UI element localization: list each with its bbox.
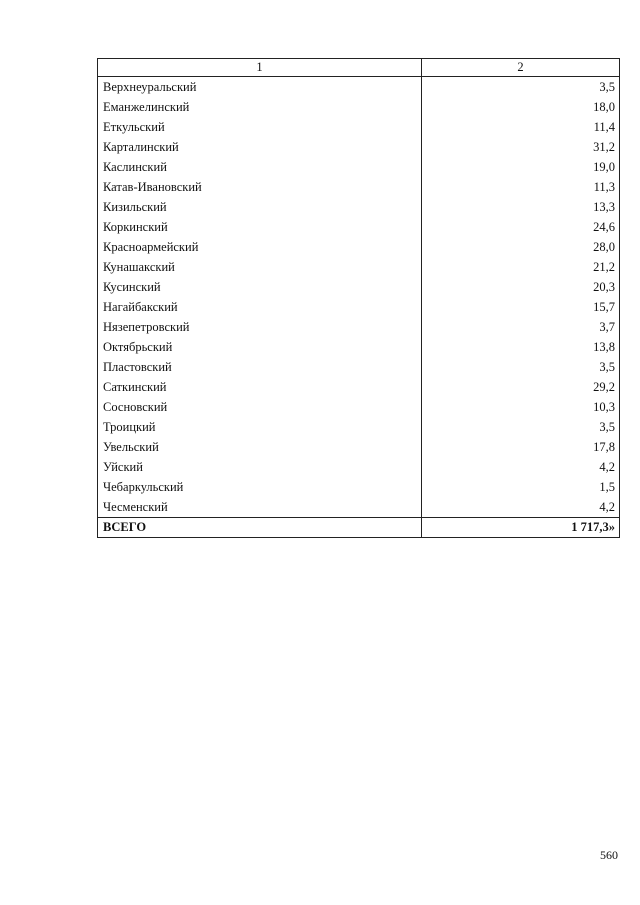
page-number: 560 [600, 848, 618, 862]
table-row [98, 197, 620, 217]
district-value: 4,2 [422, 497, 620, 518]
district-value: 13,8 [422, 337, 620, 357]
district-value: 11,3 [422, 177, 620, 197]
district-name: Пластовский [98, 357, 422, 377]
district-value: 3,7 [422, 317, 620, 337]
district-value: 3,5 [422, 417, 620, 437]
table-row [98, 177, 620, 197]
district-value: 11,4 [422, 117, 620, 137]
district-name: Чесменский [98, 497, 422, 518]
table-row [98, 137, 620, 157]
table-row [98, 417, 620, 437]
district-name: Октябрьский [98, 337, 422, 357]
district-name: Кунашакский [98, 257, 422, 277]
district-name: Красноармейский [98, 237, 422, 257]
district-values-table [97, 58, 620, 538]
table-row [98, 297, 620, 317]
total-label: ВСЕГО [98, 518, 422, 538]
district-value: 13,3 [422, 197, 620, 217]
table-row [98, 157, 620, 177]
column-header-2: 2 [422, 59, 620, 77]
district-value: 15,7 [422, 297, 620, 317]
district-value: 20,3 [422, 277, 620, 297]
district-name: Катав-Ивановский [98, 177, 422, 197]
district-name: Чебаркульский [98, 477, 422, 497]
table-row [98, 437, 620, 457]
district-value: 24,6 [422, 217, 620, 237]
district-name: Каслинский [98, 157, 422, 177]
column-header-1: 1 [98, 59, 422, 77]
district-value: 28,0 [422, 237, 620, 257]
table-row [98, 457, 620, 477]
table-row [98, 217, 620, 237]
table-row [98, 397, 620, 417]
district-value: 21,2 [422, 257, 620, 277]
district-value: 4,2 [422, 457, 620, 477]
district-value: 10,3 [422, 397, 620, 417]
table-row [98, 497, 620, 518]
district-name: Троицкий [98, 417, 422, 437]
table-row [98, 337, 620, 357]
district-name: Сосновский [98, 397, 422, 417]
district-name: Саткинский [98, 377, 422, 397]
table-row [98, 317, 620, 337]
district-name: Уйский [98, 457, 422, 477]
district-value: 19,0 [422, 157, 620, 177]
district-name: Еткульский [98, 117, 422, 137]
district-value: 3,5 [422, 77, 620, 98]
total-row [98, 518, 620, 538]
table-row [98, 377, 620, 397]
district-name: Коркинский [98, 217, 422, 237]
district-value: 29,2 [422, 377, 620, 397]
table-row [98, 477, 620, 497]
district-name: Кизильский [98, 197, 422, 217]
district-value: 3,5 [422, 357, 620, 377]
district-name: Нязепетровский [98, 317, 422, 337]
table-body [98, 77, 620, 518]
table-row [98, 277, 620, 297]
district-value: 1,5 [422, 477, 620, 497]
table-row [98, 237, 620, 257]
district-name: Нагайбакский [98, 297, 422, 317]
table-row [98, 357, 620, 377]
district-name: Еманжелинский [98, 97, 422, 117]
district-name: Кусинский [98, 277, 422, 297]
table-header-row [98, 59, 620, 77]
table-row [98, 117, 620, 137]
table-row [98, 97, 620, 117]
district-name: Увельский [98, 437, 422, 457]
district-value: 17,8 [422, 437, 620, 457]
table-row [98, 257, 620, 277]
table-row [98, 77, 620, 98]
district-value: 18,0 [422, 97, 620, 117]
district-name: Карталинский [98, 137, 422, 157]
district-value: 31,2 [422, 137, 620, 157]
total-value: 1 717,3» [422, 518, 620, 538]
district-name: Верхнеуральский [98, 77, 422, 98]
